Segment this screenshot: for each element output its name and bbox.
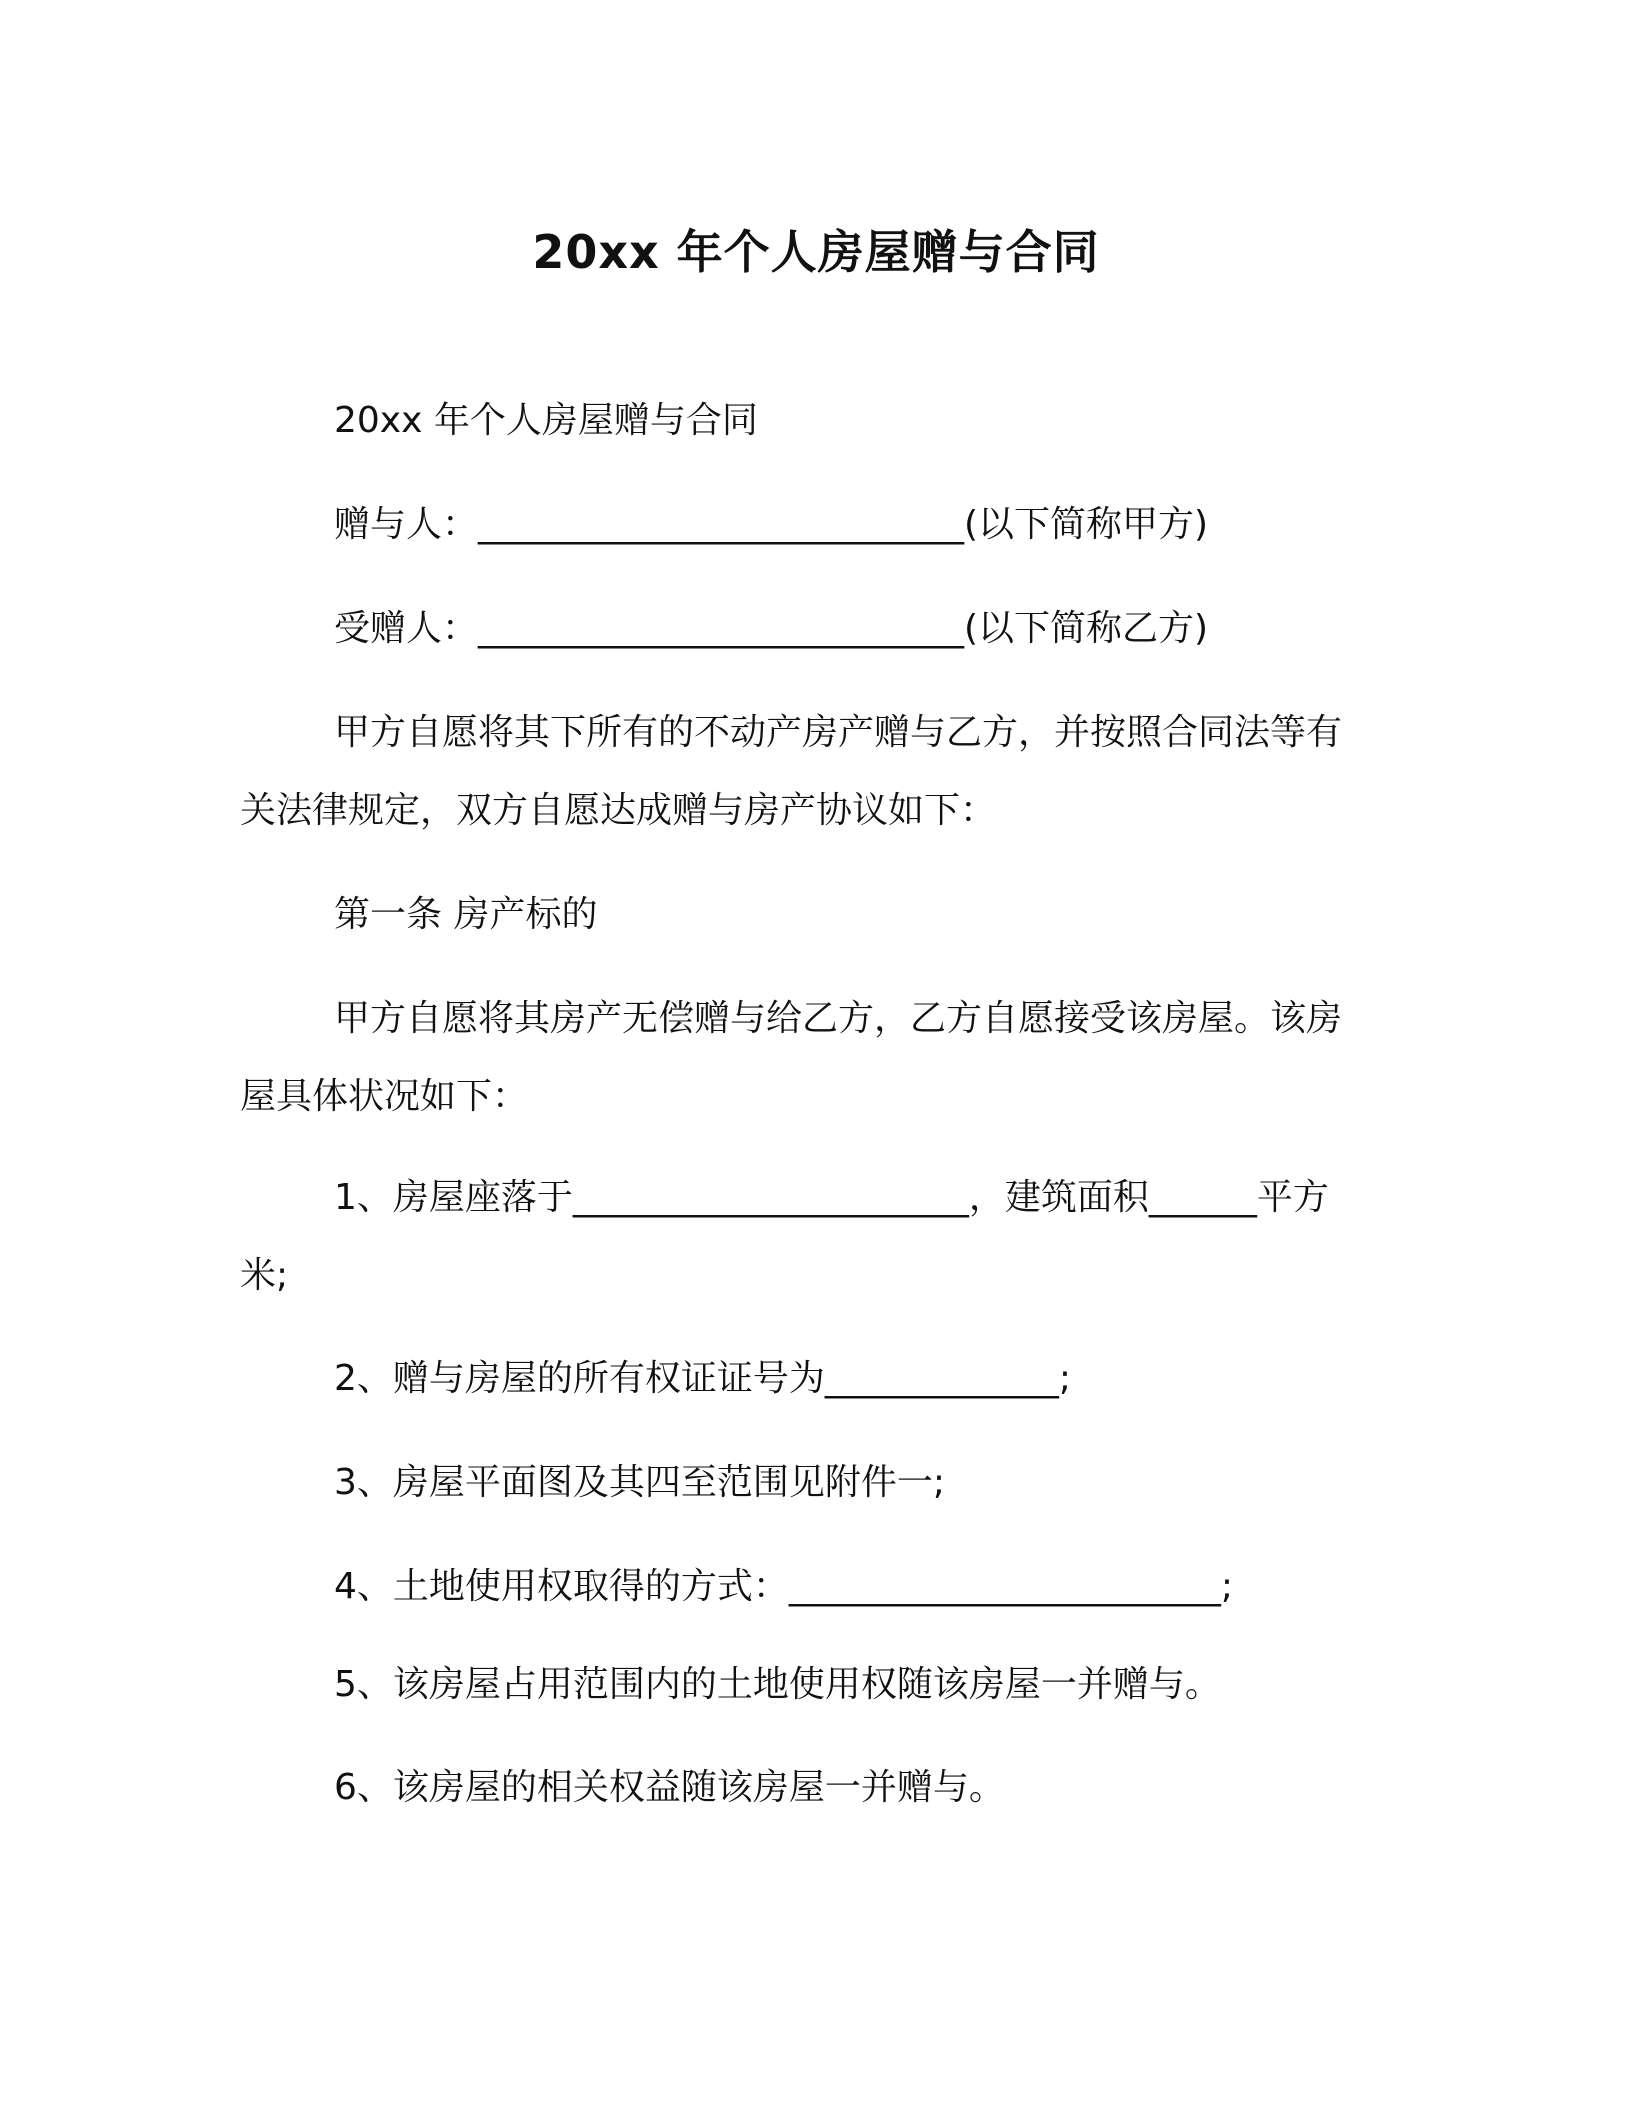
item-2: 2、赠与房屋的所有权证证号为_____________; — [334, 1358, 1072, 1399]
article-one-paragraph-line-2: 屋具体状况如下： — [240, 1076, 529, 1117]
donee-line: 受赠人：___________________________(以下简称乙方) — [334, 608, 1209, 649]
intro-paragraph-line-2: 关法律规定，双方自愿达成赠与房产协议如下： — [240, 790, 997, 831]
subtitle-line: 20xx 年个人房屋赠与合同 — [334, 400, 758, 441]
item-5: 5、该房屋占用范围内的土地使用权随该房屋一并赠与。 — [334, 1664, 1221, 1705]
item-1-line-1: 1、房屋座落于______________________，建筑面积______平方 — [334, 1177, 1329, 1218]
item-4: 4、土地使用权取得的方式：________________________; — [334, 1566, 1234, 1607]
document-title: 20xx 年个人房屋赠与合同 — [532, 225, 1100, 279]
item-3: 3、房屋平面图及其四至范围见附件一; — [334, 1462, 946, 1503]
article-one-paragraph-line-1: 甲方自愿将其房产无偿赠与给乙方，乙方自愿接受该房屋。该房 — [334, 998, 1343, 1039]
item-1-line-2: 米; — [240, 1255, 289, 1296]
item-6: 6、该房屋的相关权益随该房屋一并赠与。 — [334, 1767, 1005, 1808]
article-one-heading: 第一条 房产标的 — [334, 894, 598, 935]
donor-line: 赠与人：___________________________(以下简称甲方) — [334, 504, 1209, 545]
intro-paragraph-line-1: 甲方自愿将其下所有的不动产房产赠与乙方，并按照合同法等有 — [334, 712, 1343, 753]
